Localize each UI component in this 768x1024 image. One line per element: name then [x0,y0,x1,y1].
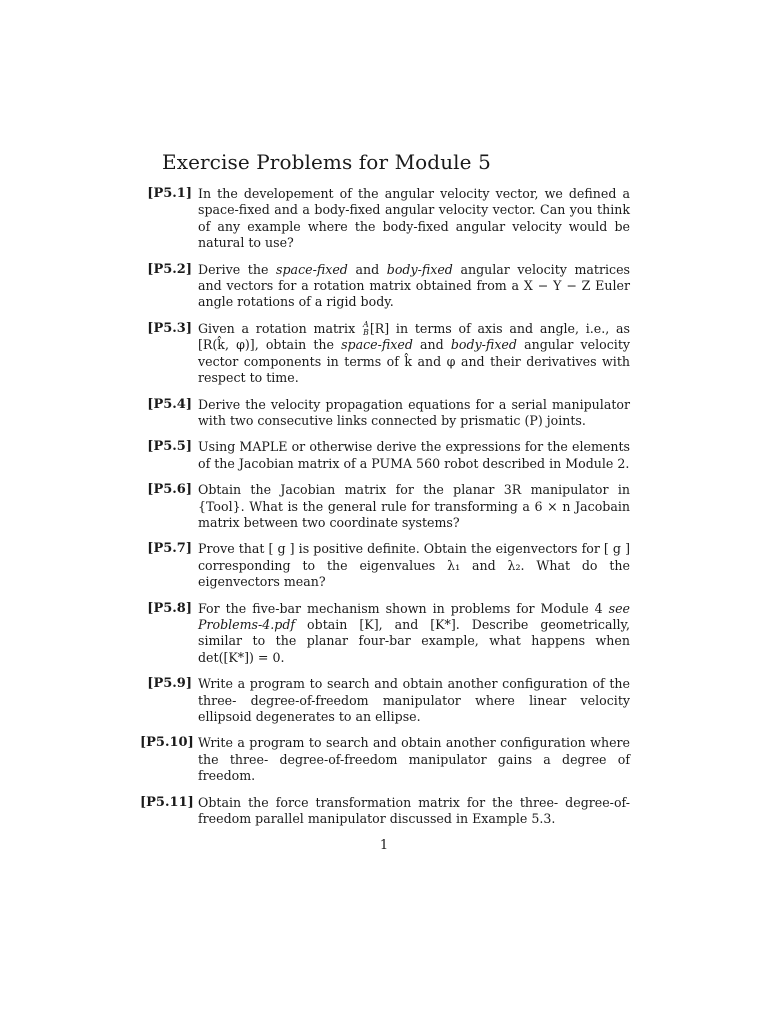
problem-item [140,541,630,590]
problem-item [140,321,630,387]
emphasis-text: see Problems-4.pdf [198,600,630,633]
problem-text: Prove that [ g ] is positive definite. Obtain the eigenvectors for [ g ] corresponding to the eigenvalues λ₁ and λ₂. What do the eigenvectors mean? [198,541,630,590]
frame-superscript: A [363,320,369,330]
problem-text [198,262,630,311]
problem-item [140,676,630,725]
problem-label: [P5.7] [147,541,192,557]
problem-text [198,601,630,667]
problem-text: Obtain the Jacobian matrix for the planar 3R manipulator in {Tool}. What is the general rule for transforming a 6 × n Jacobain matrix between two coordinate systems? [198,482,630,530]
problem-label: [P5.1] [147,186,192,201]
problem-text: Obtain the force transformation matrix for the three- degree-of-freedom parallel manipulator discussed in Example 5.3. [198,794,630,827]
frame-subscript: B [362,328,369,338]
emphasis-text: body-fixed [386,261,453,277]
emphasis-text: body-fixed [450,337,517,353]
problem-text: Write a program to search and obtain another configuration of the three- degree-of-freedom manipulator where linear velocity ellipsoid degenerates to an ellipse. [198,676,630,725]
text-segment: For the five-bar mechanism shown in problems for Module 4 [198,600,609,616]
problem-label: [P5.5] [147,439,192,455]
problem-item [140,262,630,311]
text-segment: and [347,261,387,277]
problem-label: [P5.3] [147,320,192,336]
problem-label: [P5.4] [147,396,192,412]
problem-list [140,186,630,838]
problem-item [140,795,630,828]
text-segment: obtain [K], and [K*]. Describe geometrically, similar to the planar four-bar example, what happens when det([K*]) = 0. [198,617,630,665]
frame-superscript-subscript [363,321,369,337]
problem-label: [P5.2] [147,261,192,277]
problem-item [140,482,630,531]
problem-label: [P5.8] [147,600,192,616]
text-segment: Given a rotation matrix [198,320,362,336]
problem-text: Derive the velocity propagation equations for a serial manipulator with two consecutive links connected by prismatic (P) joints. [198,396,630,428]
text-segment: angular velocity matrices and vectors for a rotation matrix obtained from a X − Y − Z Euler angle rotations of a rigid body. [198,261,631,310]
text-segment: [R] in terms of axis and angle, i.e., as [R(k̂, φ)], obtain the [198,320,630,353]
problem-text: Write a program to search and obtain another configuration where the three- degree-of-freedom manipulator gains a degree of freedom. [198,735,630,784]
emphasis-text: space-fixed [341,337,413,353]
problem-label: [P5.11] [140,794,194,810]
problem-label: [P5.9] [147,676,192,692]
problem-label: [P5.6] [147,482,192,498]
page-number: 1 [379,838,389,853]
text-segment: Derive the [198,261,277,277]
problem-item [140,186,630,252]
text-segment: and [412,337,451,353]
problem-label: [P5.10] [140,735,194,751]
problem-text [198,321,630,387]
problem-item [140,601,630,667]
text-segment: angular velocity vector components in terms of k̂ and φ and their derivatives with respect to time. [198,337,630,386]
problem-text: In the developement of the angular velocity vector, we defined a space-fixed and a body-fixed angular velocity vector. Can you think of any example where the body-fixed angular velocity would be natural to use? [198,186,630,251]
problem-item [140,397,630,430]
problem-item [140,735,630,784]
page-title: Exercise Problems for Module 5 [162,150,491,174]
problem-text: Using MAPLE or otherwise derive the expressions for the elements of the Jacobian matrix of a PUMA 560 robot described in Module 2. [198,439,630,471]
emphasis-text: space-fixed [276,261,348,277]
problem-item [140,439,630,472]
